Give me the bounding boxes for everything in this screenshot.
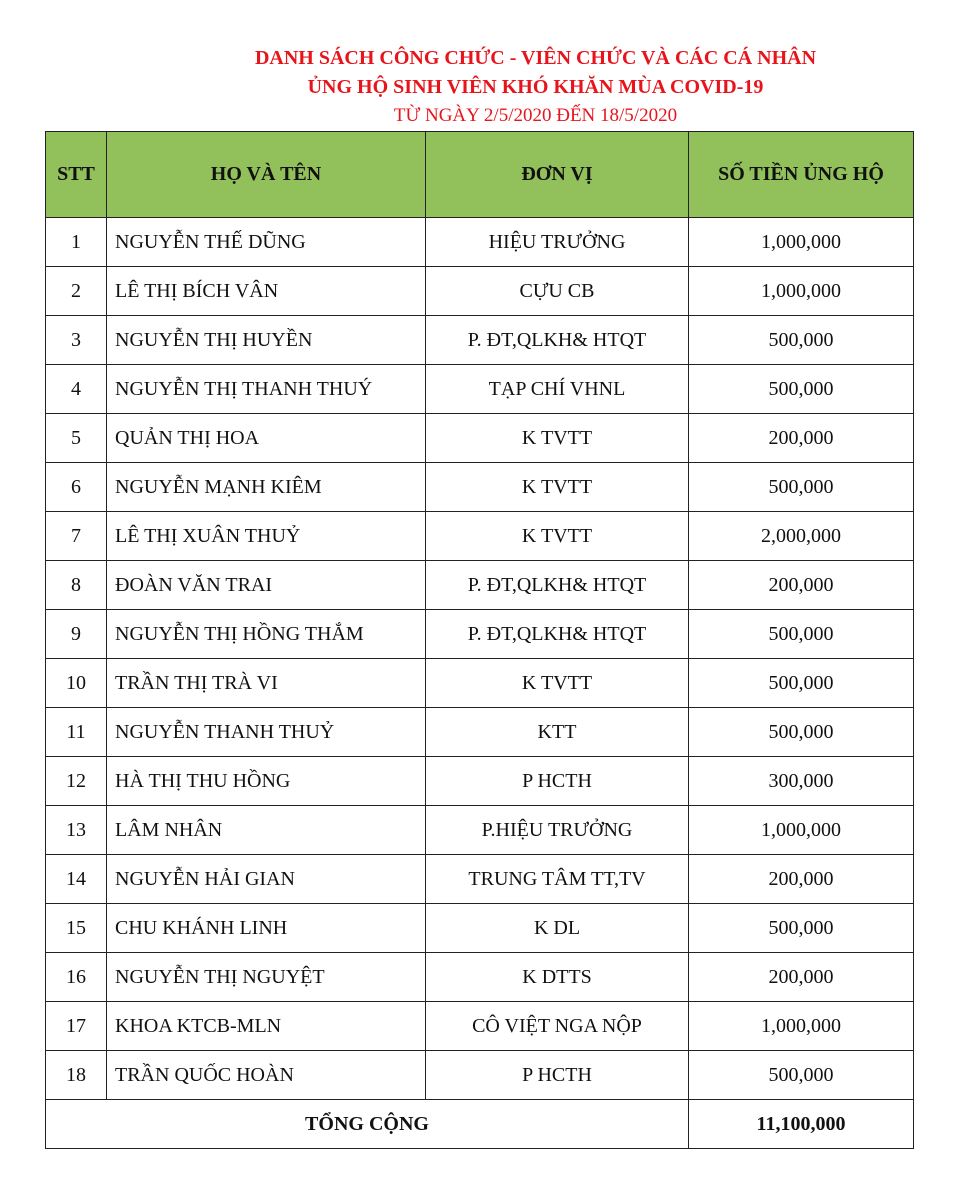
row-unit: K DTTS [426, 953, 689, 1002]
column-header-stt: STT [46, 132, 107, 218]
row-name: NGUYỄN HẢI GIAN [107, 855, 426, 904]
row-stt: 15 [46, 904, 107, 953]
total-amount: 11,100,000 [689, 1100, 914, 1149]
row-stt: 10 [46, 659, 107, 708]
row-stt: 12 [46, 757, 107, 806]
row-amount: 500,000 [689, 708, 914, 757]
row-name: NGUYỄN THANH THUỶ [107, 708, 426, 757]
row-unit: CÔ VIỆT NGA NỘP [426, 1002, 689, 1051]
row-name: NGUYỄN THỊ HUYỀN [107, 316, 426, 365]
document-title-line-1: DANH SÁCH CÔNG CHỨC - VIÊN CHỨC VÀ CÁC CÁ NHÂN [254, 47, 817, 69]
row-name: TRẦN QUỐC HOÀN [107, 1051, 426, 1100]
row-amount: 500,000 [689, 463, 914, 512]
row-unit: K TVTT [426, 463, 689, 512]
table-row [46, 708, 914, 757]
row-name: LÊ THỊ XUÂN THUỶ [107, 512, 426, 561]
row-unit: K TVTT [426, 414, 689, 463]
row-name: KHOA KTCB-MLN [107, 1002, 426, 1051]
table-row [46, 1051, 914, 1100]
table-row [46, 512, 914, 561]
row-name: QUẢN THỊ HOA [107, 414, 426, 463]
table-row [46, 659, 914, 708]
row-amount: 500,000 [689, 365, 914, 414]
row-amount: 500,000 [689, 610, 914, 659]
row-stt: 17 [46, 1002, 107, 1051]
row-unit: K TVTT [426, 659, 689, 708]
row-amount: 500,000 [689, 904, 914, 953]
row-unit: KTT [426, 708, 689, 757]
row-unit: TRUNG TÂM TT,TV [426, 855, 689, 904]
table-row [46, 610, 914, 659]
table-row [46, 414, 914, 463]
row-stt: 13 [46, 806, 107, 855]
row-name: TRẦN THỊ TRÀ VI [107, 659, 426, 708]
row-amount: 500,000 [689, 316, 914, 365]
table-row [46, 953, 914, 1002]
table-row [46, 904, 914, 953]
table-row [46, 365, 914, 414]
row-stt: 16 [46, 953, 107, 1002]
column-header-name: HỌ VÀ TÊN [107, 132, 426, 218]
row-unit: CỰU CB [426, 267, 689, 316]
row-stt: 14 [46, 855, 107, 904]
column-header-unit: ĐƠN VỊ [426, 132, 689, 218]
table-row [46, 855, 914, 904]
row-amount: 300,000 [689, 757, 914, 806]
row-name: NGUYỄN THỊ NGUYỆT [107, 953, 426, 1002]
row-amount: 500,000 [689, 659, 914, 708]
row-stt: 2 [46, 267, 107, 316]
row-stt: 1 [46, 218, 107, 267]
row-stt: 11 [46, 708, 107, 757]
total-label: TỔNG CỘNG [46, 1100, 689, 1149]
table-row [46, 806, 914, 855]
table-row [46, 1002, 914, 1051]
row-amount: 500,000 [689, 1051, 914, 1100]
row-name: NGUYỄN THẾ DŨNG [107, 218, 426, 267]
table-row [46, 316, 914, 365]
row-stt: 3 [46, 316, 107, 365]
row-stt: 8 [46, 561, 107, 610]
row-unit: P. ĐT,QLKH& HTQT [426, 610, 689, 659]
row-unit: P.HIỆU TRƯỞNG [426, 806, 689, 855]
row-name: LÊ THỊ BÍCH VÂN [107, 267, 426, 316]
document-date-range: TỪ NGÀY 2/5/2020 ĐẾN 18/5/2020 [393, 105, 678, 126]
row-stt: 7 [46, 512, 107, 561]
total-row [46, 1100, 914, 1149]
row-unit: HIỆU TRƯỞNG [426, 218, 689, 267]
row-unit: P. ĐT,QLKH& HTQT [426, 561, 689, 610]
table-row [46, 463, 914, 512]
table-header-row [46, 132, 914, 218]
row-name: NGUYỄN MẠNH KIÊM [107, 463, 426, 512]
row-stt: 4 [46, 365, 107, 414]
donation-table [45, 131, 914, 1149]
table-row [46, 267, 914, 316]
row-amount: 200,000 [689, 561, 914, 610]
row-amount: 200,000 [689, 855, 914, 904]
row-unit: K DL [426, 904, 689, 953]
table-row [46, 561, 914, 610]
table-body [46, 218, 914, 1100]
row-name: ĐOÀN VĂN TRAI [107, 561, 426, 610]
row-amount: 2,000,000 [689, 512, 914, 561]
row-unit: P HCTH [426, 1051, 689, 1100]
row-amount: 1,000,000 [689, 806, 914, 855]
row-name: NGUYỄN THỊ HỒNG THẮM [107, 610, 426, 659]
row-amount: 1,000,000 [689, 267, 914, 316]
row-amount: 1,000,000 [689, 1002, 914, 1051]
row-unit: P. ĐT,QLKH& HTQT [426, 316, 689, 365]
row-stt: 6 [46, 463, 107, 512]
row-name: HÀ THỊ THU HỒNG [107, 757, 426, 806]
column-header-amount: SỐ TIỀN ỦNG HỘ [689, 132, 914, 218]
row-amount: 200,000 [689, 953, 914, 1002]
row-name: NGUYỄN THỊ THANH THUÝ [107, 365, 426, 414]
row-name: LÂM NHÂN [107, 806, 426, 855]
document-title-line-2: ỦNG HỘ SINH VIÊN KHÓ KHĂN MÙA COVID-19 [307, 76, 764, 98]
row-unit: K TVTT [426, 512, 689, 561]
row-stt: 18 [46, 1051, 107, 1100]
row-amount: 1,000,000 [689, 218, 914, 267]
row-name: CHU KHÁNH LINH [107, 904, 426, 953]
row-amount: 200,000 [689, 414, 914, 463]
row-stt: 5 [46, 414, 107, 463]
row-stt: 9 [46, 610, 107, 659]
row-unit: TẠP CHÍ VHNL [426, 365, 689, 414]
table-row [46, 218, 914, 267]
row-unit: P HCTH [426, 757, 689, 806]
table-row [46, 757, 914, 806]
